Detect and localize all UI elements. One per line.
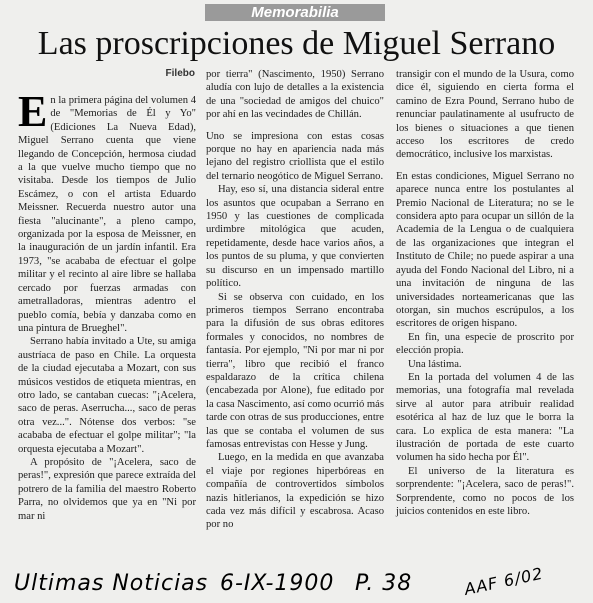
paragraph: El universo de la literatura es sorprendente: "¡Acelera, saco de peras!". Sorprendente, como no pocos de los juicios contenidos en este libro. [396,465,574,517]
handwritten-corner-text: AAF 6/02 [462,563,545,598]
column-1 [18,87,196,523]
paragraph-text: n la primera página del volumen 4 de "Memorias de Él y Yo" (Ediciones La Nueva Edad), Miguel Serrano cuenta que viene llegando de Concepción, hermosa ciudad a la que vuelve mucho tiempo que no visitaba. Desde los tiempos de Julio Escámez, o con el artista Eduardo Meissner. Recuerda nuestro autor una fiesta "alucinante", a pleno campo, organizada por la esposa de Meissner, en la inauguración de un jardín infantil. Era 1973, "se acababa de efectuar el golpe militar y el recinto al aire libre se hallaba cercado por fuerzas armadas con ametralladoras, mientras adentro el pueblo comía, bebía y danzaba como en una pintura de Brueghel". [18,95,196,334]
paragraph: Una lástima. [408,358,462,370]
handwritten-corner-mark [458,558,588,598]
paragraph: transigir con el mundo de la Usura, como dice él, siguiendo en cierta forma el camino de Ezra Pound, Serrano hubo de renunciar paulatinamente al usufructo de los bienes o situaciones a que tienen acceso los escritores de credo democrático, inclusive los marxistas. [396,69,574,161]
handwritten-annotation [10,568,430,598]
handwritten-source: Ultimas Noticias [14,571,209,596]
column-2 [206,68,384,532]
paragraph: Hay, eso sí, una distancia sideral entre los asuntos que ocupaban a Serrano en 1950 y las cuestiones de complicada urdimbre mitológica que acuden, repetidamente, desde hace varios años, a los puntos de su pluma, y que convierten su discurso en un impensado martillo político. [206,184,384,290]
paragraph: A propósito de "¡Acelera, saco de peras!", expresión que parece extraída del potrero de la familia del maestro Roberto Parra, no olvidemos que ya en "Ni por mar ni [18,456,196,522]
corner-strokes [458,558,588,598]
handwritten-date: 6-IX-1900 [220,571,335,596]
paragraph [18,87,196,335]
handwriting-strokes [10,568,430,598]
handwritten-page: P. 38 [355,571,413,596]
paragraph: Uno se impresiona con estas cosas porque no hay en apariencia nada más lejano del registro criollista que el estilo del ternario neogótico de Miguel Serrano. [206,130,384,182]
paragraph: por tierra" (Nascimento, 1950) Serrano aludía con lujo de detalles a la existencia de una "sociedad de amigos del chuico" por ahí en las vecindades de Chillán. [206,69,384,121]
paragraph: Serrano había invitado a Ute, su amiga austríaca de paso en Chile. La orquesta de la ciudad ejecutaba a Mozart, con sus músicos vestidos de etiqueta mientras, en otro lado, se cantaban cuecas: "¡Acelera, saco de peras. Aserrucha..., saco de peras otra vez...". Nótense dos verbos: "se acababa de efectuar el golpe militar"; "la orquesta ejecutaba a Mozart". [18,336,196,455]
drop-cap: E [18,87,48,136]
section-label: Memorabilia [205,4,385,21]
paragraph: Luego, en la medida en que avanzaba el viaje por regiones hiperbóreas en compañía de controvertidos símbolos nazis hitlerianos, la expedición se hizo cada vez más difícil y escabrosa. Acaso por no [206,452,384,531]
headline: Las proscripciones de Miguel Serrano [37,25,556,62]
column-3 [396,68,574,518]
paragraph: En fin, una especie de proscrito por elección propia. [396,331,574,357]
paragraph: En la portada del volumen 4 de las memorias, una fotografía mal revelada sirve al autor para atribuir realidad esotérica al haz de luz que le borra la cara. Lo explica de esta manera: "La ilustración de portada de este cuarto volumen ha sido hecha por Él". [396,371,574,464]
byline: Filebo [165,68,195,79]
paragraph: Si se observa con cuidado, en los primeros tiempos Serrano encontraba para la difusión de sus obras editores formales y conocidos, no nombres de fantasía. Por ejemplo, "Ni por mar ni por tierra", libro que recibió el franco espaldarazo de la crítica chilena (encabezada por Alone), fue editado por la casa Nascimento, así como ocurrió más tarde con otras de sus producciones, entre las que se contaba el volumen de sus famosas entrevistas con Hesse y Jung. [206,291,384,450]
paragraph: En estas condiciones, Miguel Serrano no aparece nunca entre los postulantes al Premio Nacional de Literatura; no se le considera apto para ocupar un sillón de la Academia de la Lengua o de cualquiera de las organizaciones que integran el Instituto de Chile; no puede aspirar a una ayuda del Fondo Nacional del Libro, ni a una invitación de ninguna de las universidades norteamericanas que las otorgan, sin muchos escrúpulos, a los escritores de origen hispano. [396,170,574,330]
